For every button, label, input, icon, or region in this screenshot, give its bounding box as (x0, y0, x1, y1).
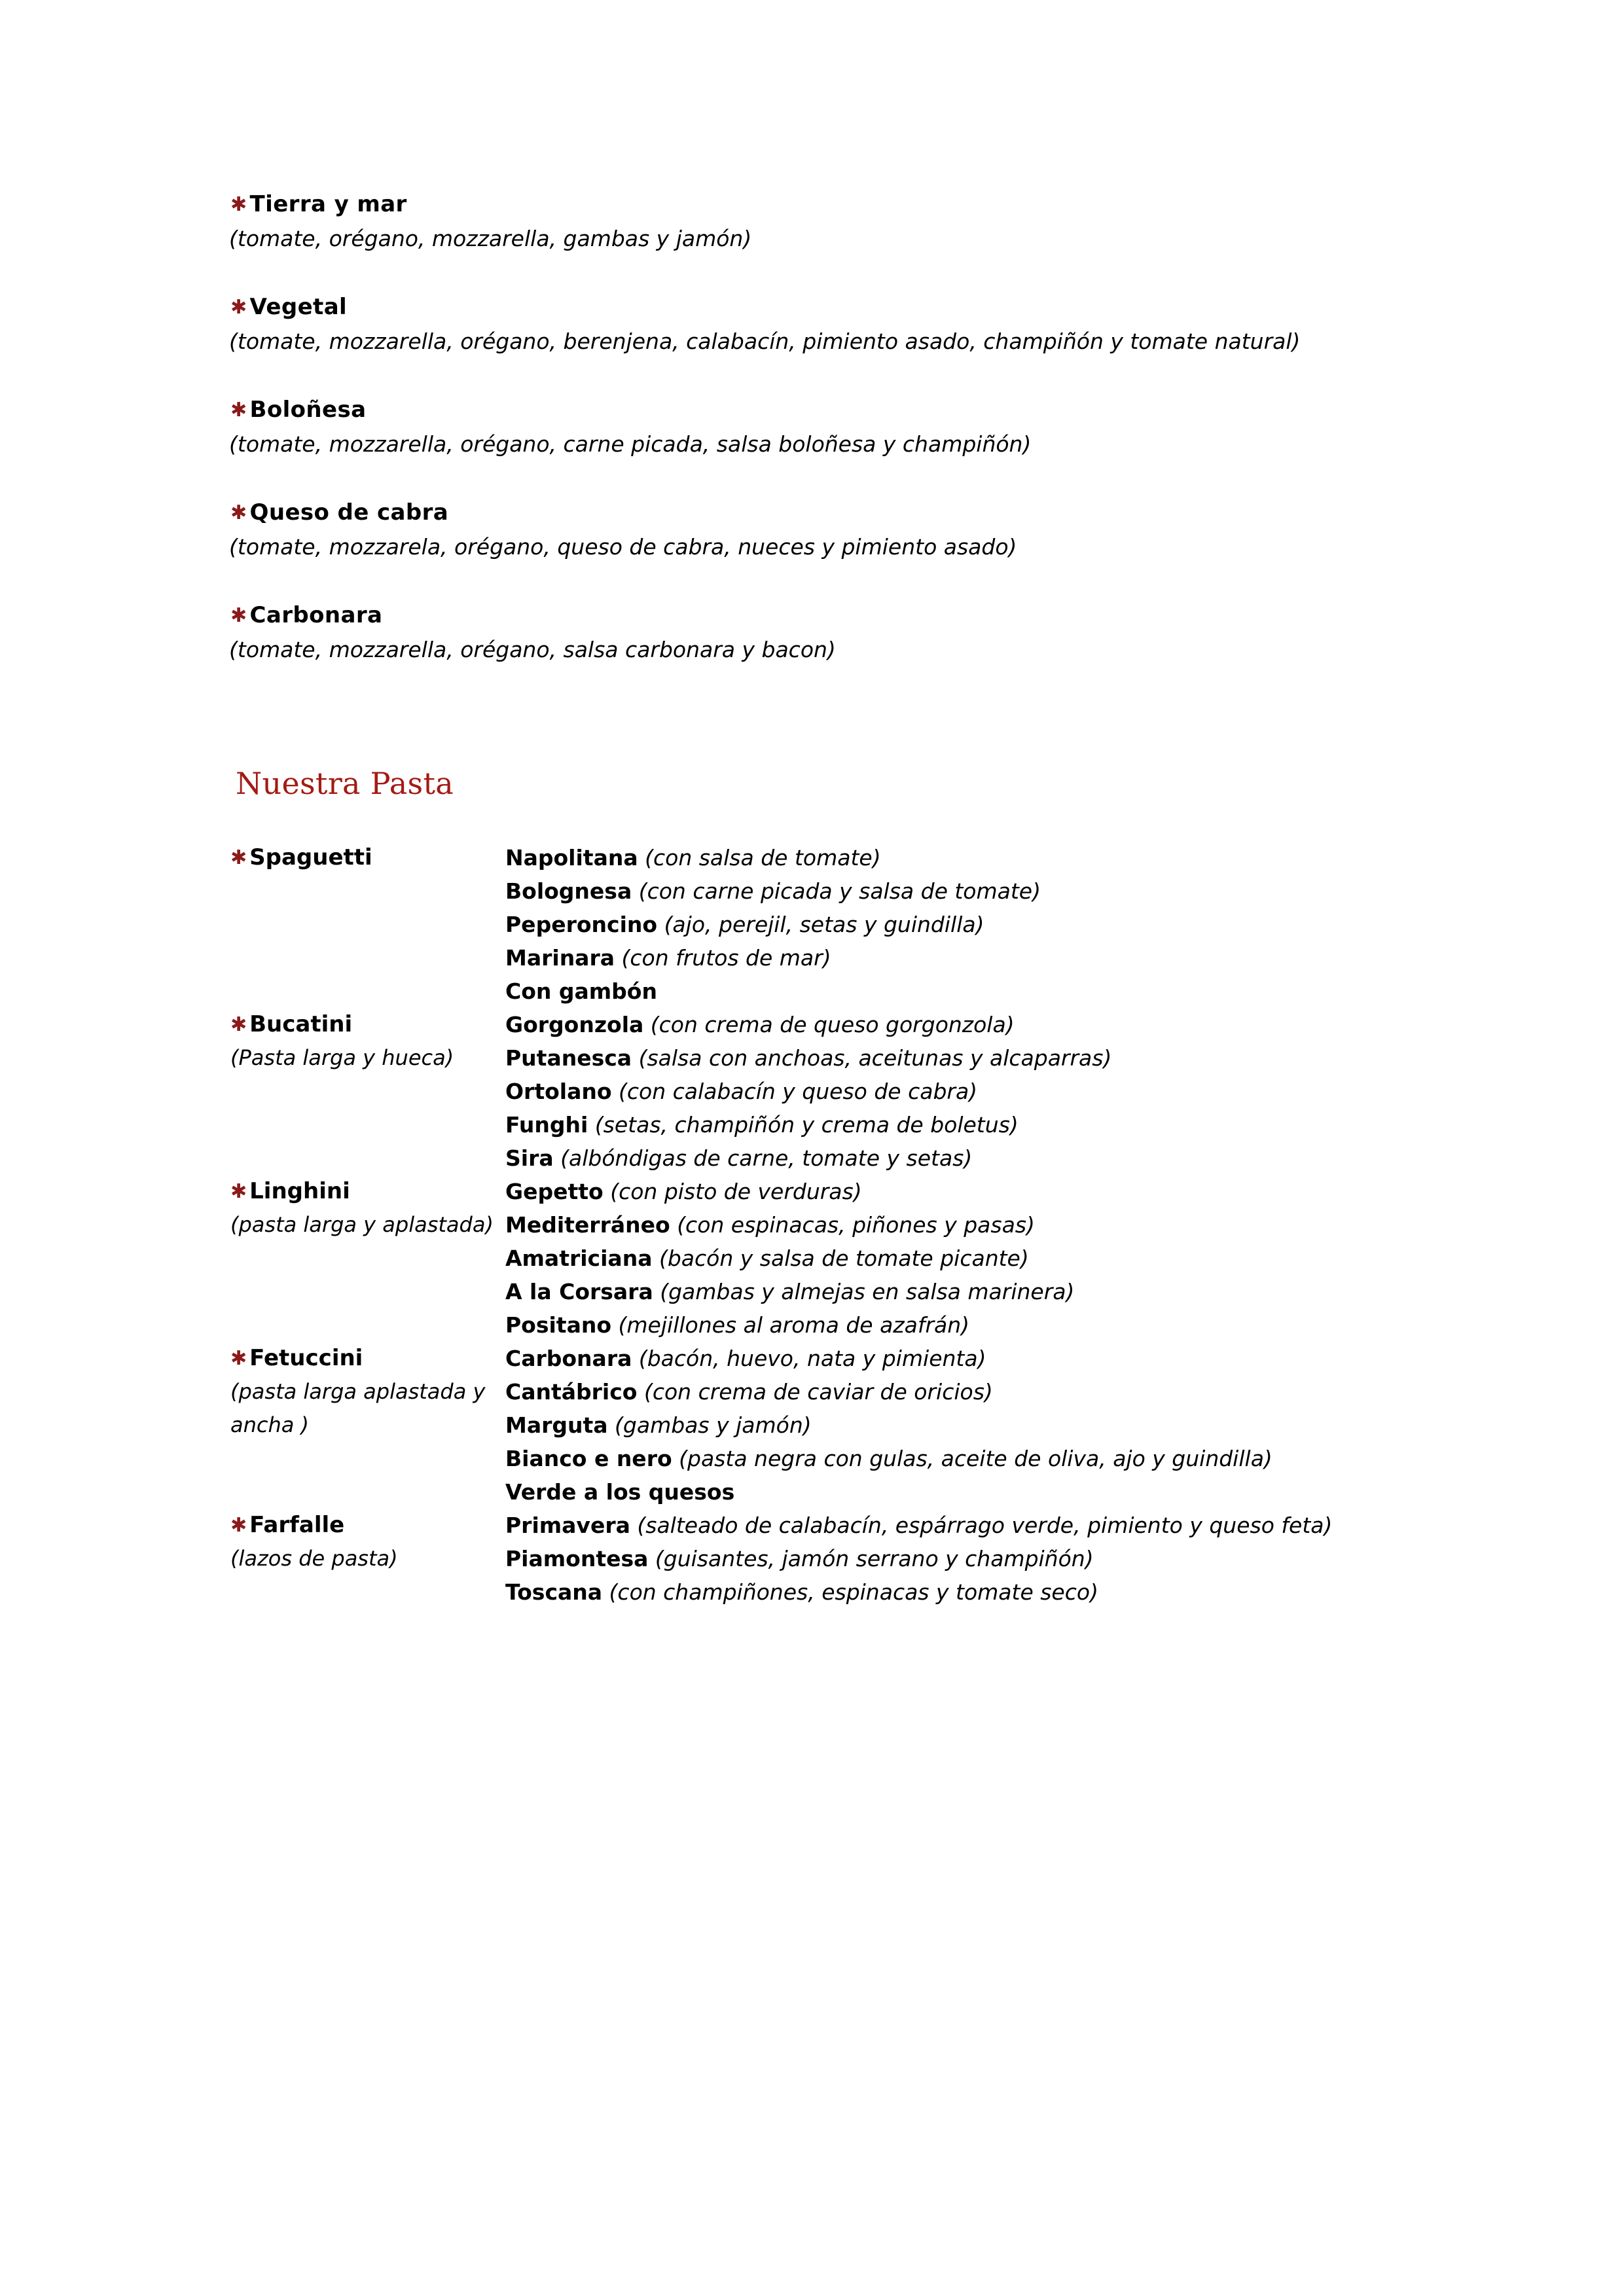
pasta-sauce-item (505, 874, 1382, 908)
pasta-sauce-name: Positano (505, 1312, 612, 1338)
pasta-sauces-cell (505, 1342, 1382, 1509)
pasta-sauce-description: (con crema de queso gorgonzola) (650, 1012, 1015, 1037)
pizza-description: (tomate, mozzarella, orégano, carne picada, salsa boloñesa y champiñón) (229, 431, 1032, 457)
pasta-kind-note: (Pasta larga y hueca) (230, 1045, 454, 1070)
menu-content (230, 187, 1382, 1609)
pasta-sauce-name: Toscana (505, 1579, 603, 1605)
pasta-sauce-item (505, 1342, 1382, 1375)
pasta-sauces-cell (505, 1509, 1382, 1609)
pasta-sauce-item (505, 1141, 1382, 1175)
pizza-name-label: Vegetal (249, 294, 348, 320)
pasta-kind-label: Linghini (249, 1178, 350, 1204)
pizza-item (230, 495, 1382, 564)
pasta-sauce-item (505, 1175, 1382, 1208)
pasta-sauce-item (505, 1308, 1382, 1342)
pasta-sauce-name: Cantábrico (505, 1379, 638, 1405)
pasta-sauce-item (505, 908, 1382, 941)
pizza-item (230, 393, 1382, 461)
pizza-item (230, 187, 1382, 256)
pasta-sauce-description: (con calabacín y queso de cabra) (619, 1079, 978, 1104)
pasta-sauce-description: (pasta negra con gulas, aceite de oliva, ajo y guindilla) (679, 1446, 1272, 1471)
pasta-row (230, 1175, 1382, 1342)
pizza-name (230, 495, 1382, 530)
pasta-sauce-name: Napolitana (505, 845, 638, 870)
pasta-sauce-name: Ortolano (505, 1079, 612, 1104)
pasta-sauce-name: Piamontesa (505, 1546, 649, 1571)
pasta-sauce-description: (con frutos de mar) (621, 945, 831, 971)
pasta-section-heading: Nuestra Pasta (236, 766, 454, 801)
pasta-sauce-name: Bolognesa (505, 878, 632, 904)
pasta-sauce-item (505, 1275, 1382, 1308)
pasta-kind-cell (230, 1342, 505, 1509)
pasta-kind-label: Bucatini (249, 1011, 353, 1037)
pasta-sauce-item (505, 975, 1382, 1008)
pasta-sauce-description: (con salsa de tomate) (645, 845, 881, 870)
pasta-sauce-item (505, 1442, 1382, 1475)
pasta-sauce-name: Verde a los quesos (505, 1479, 735, 1505)
pasta-kind-name (230, 1509, 505, 1542)
asterisk-bullet-icon: ✱ (230, 846, 247, 869)
asterisk-bullet-icon: ✱ (230, 501, 247, 524)
pizza-name (230, 290, 1382, 325)
pasta-sauce-name: Marinara (505, 945, 615, 971)
pasta-kind-label: Spaguetti (249, 844, 372, 870)
pasta-sauce-description: (albóndigas de carne, tomate y setas) (560, 1145, 973, 1171)
pasta-sauce-description: (mejillones al aroma de azafrán) (618, 1312, 970, 1338)
pasta-kind-note: (pasta larga aplastada y ancha ) (230, 1379, 486, 1437)
pizza-list (230, 187, 1382, 667)
pasta-sauce-description: (gambas y jamón) (615, 1412, 812, 1438)
pasta-row (230, 1342, 1382, 1509)
asterisk-bullet-icon: ✱ (230, 1514, 247, 1537)
pizza-name-label: Carbonara (249, 602, 383, 628)
pizza-item (230, 290, 1382, 359)
pasta-sauces-cell (505, 841, 1382, 1008)
pasta-kind-label: Fetuccini (249, 1345, 363, 1371)
pasta-sauce-name: Funghi (505, 1112, 588, 1138)
pasta-sauce-item (505, 1375, 1382, 1408)
asterisk-bullet-icon: ✱ (230, 604, 247, 627)
pasta-sauce-description: (salsa con anchoas, aceitunas y alcaparras) (638, 1045, 1112, 1071)
pasta-sauce-item (505, 1208, 1382, 1242)
pasta-row (230, 841, 1382, 1008)
pasta-sauce-item (505, 1475, 1382, 1509)
pasta-sauce-item (505, 1041, 1382, 1075)
asterisk-bullet-icon: ✱ (230, 296, 247, 319)
pasta-row (230, 1509, 1382, 1609)
pasta-sauce-description: (con carne picada y salsa de tomate) (638, 878, 1041, 904)
pasta-sauce-description: (bacón, huevo, nata y pimienta) (638, 1346, 986, 1371)
pasta-kind-name (230, 1008, 505, 1041)
pasta-kind-cell (230, 841, 505, 1008)
pasta-sauce-item (505, 1509, 1382, 1542)
pasta-sauce-name: Con gambón (505, 978, 657, 1004)
pasta-sauce-description: (con champiñones, espinacas y tomate seco) (609, 1579, 1098, 1605)
pizza-description: (tomate, mozzarela, orégano, queso de cabra, nueces y pimiento asado) (229, 534, 1017, 560)
pasta-sauce-name: Primavera (505, 1513, 630, 1538)
pasta-sauce-description: (guisantes, jamón serrano y champiñón) (655, 1546, 1094, 1571)
pasta-kind-name (230, 1175, 505, 1208)
pasta-kind-note: (lazos de pasta) (230, 1546, 398, 1571)
pizza-name (230, 187, 1382, 222)
pasta-kind-name (230, 841, 505, 874)
pasta-sauce-item (505, 1008, 1382, 1041)
asterisk-bullet-icon: ✱ (230, 193, 247, 216)
pizza-item (230, 598, 1382, 667)
pasta-kind-cell (230, 1008, 505, 1175)
asterisk-bullet-icon: ✱ (230, 399, 247, 422)
pasta-kind-cell (230, 1175, 505, 1342)
asterisk-bullet-icon: ✱ (230, 1347, 247, 1370)
pasta-sauce-name: Peperoncino (505, 912, 658, 937)
pasta-sauce-name: Carbonara (505, 1346, 632, 1371)
pasta-sauce-item (505, 1242, 1382, 1275)
pasta-sauce-name: Amatriciana (505, 1246, 653, 1271)
pizza-name (230, 598, 1382, 633)
pasta-sauce-item (505, 1108, 1382, 1141)
pasta-sauce-description: (con espinacas, piñones y pasas) (677, 1212, 1035, 1238)
pasta-sauce-name: Marguta (505, 1412, 608, 1438)
pasta-sauce-description: (gambas y almejas en salsa marinera) (660, 1279, 1075, 1304)
pasta-sauce-item (505, 1408, 1382, 1442)
pasta-sauce-description: (con pisto de verduras) (610, 1179, 862, 1204)
asterisk-bullet-icon: ✱ (230, 1180, 247, 1203)
pasta-sauce-description: (con crema de caviar de oricios) (643, 1379, 993, 1405)
pasta-sauce-description: (salteado de calabacín, espárrago verde, pimiento y queso feta) (637, 1513, 1333, 1538)
pasta-sauce-name: Bianco e nero (505, 1446, 672, 1471)
pasta-sauce-name: Gorgonzola (505, 1012, 644, 1037)
pasta-sauces-cell (505, 1175, 1382, 1342)
pasta-sauce-item (505, 941, 1382, 975)
pasta-sauce-name: Putanesca (505, 1045, 632, 1071)
pasta-sauce-name: Gepetto (505, 1179, 604, 1204)
pasta-row (230, 1008, 1382, 1175)
pasta-sauce-name: Mediterráneo (505, 1212, 670, 1238)
pasta-kind-note: (pasta larga y aplastada) (230, 1212, 494, 1237)
pizza-name-label: Queso de cabra (249, 499, 449, 526)
pasta-sauce-item (505, 1542, 1382, 1575)
pizza-name-label: Tierra y mar (249, 191, 407, 217)
pasta-sauces-cell (505, 1008, 1382, 1175)
pasta-sauce-description: (setas, champiñón y crema de boletus) (594, 1112, 1019, 1138)
asterisk-bullet-icon: ✱ (230, 1013, 247, 1036)
pizza-name-label: Boloñesa (249, 397, 367, 423)
pasta-kind-name (230, 1342, 505, 1375)
pizza-description: (tomate, mozzarella, orégano, salsa carbonara y bacon) (229, 637, 836, 662)
pasta-sauce-item (505, 841, 1382, 874)
pizza-description: (tomate, mozzarella, orégano, berenjena, calabacín, pimiento asado, champiñón y tomate natural) (229, 329, 1301, 354)
pasta-kind-cell (230, 1509, 505, 1609)
pasta-kind-label: Farfalle (249, 1512, 345, 1538)
pasta-sauce-description: (ajo, perejil, setas y guindilla) (664, 912, 984, 937)
pasta-sauce-name: Sira (505, 1145, 554, 1171)
pizza-description: (tomate, orégano, mozzarella, gambas y jamón) (229, 226, 752, 251)
pasta-sauce-item (505, 1075, 1382, 1108)
pasta-sauce-name: A la Corsara (505, 1279, 653, 1304)
pasta-table (230, 841, 1382, 1609)
pizza-name (230, 393, 1382, 427)
pasta-sauce-description: (bacón y salsa de tomate picante) (659, 1246, 1029, 1271)
pasta-sauce-item (505, 1575, 1382, 1609)
